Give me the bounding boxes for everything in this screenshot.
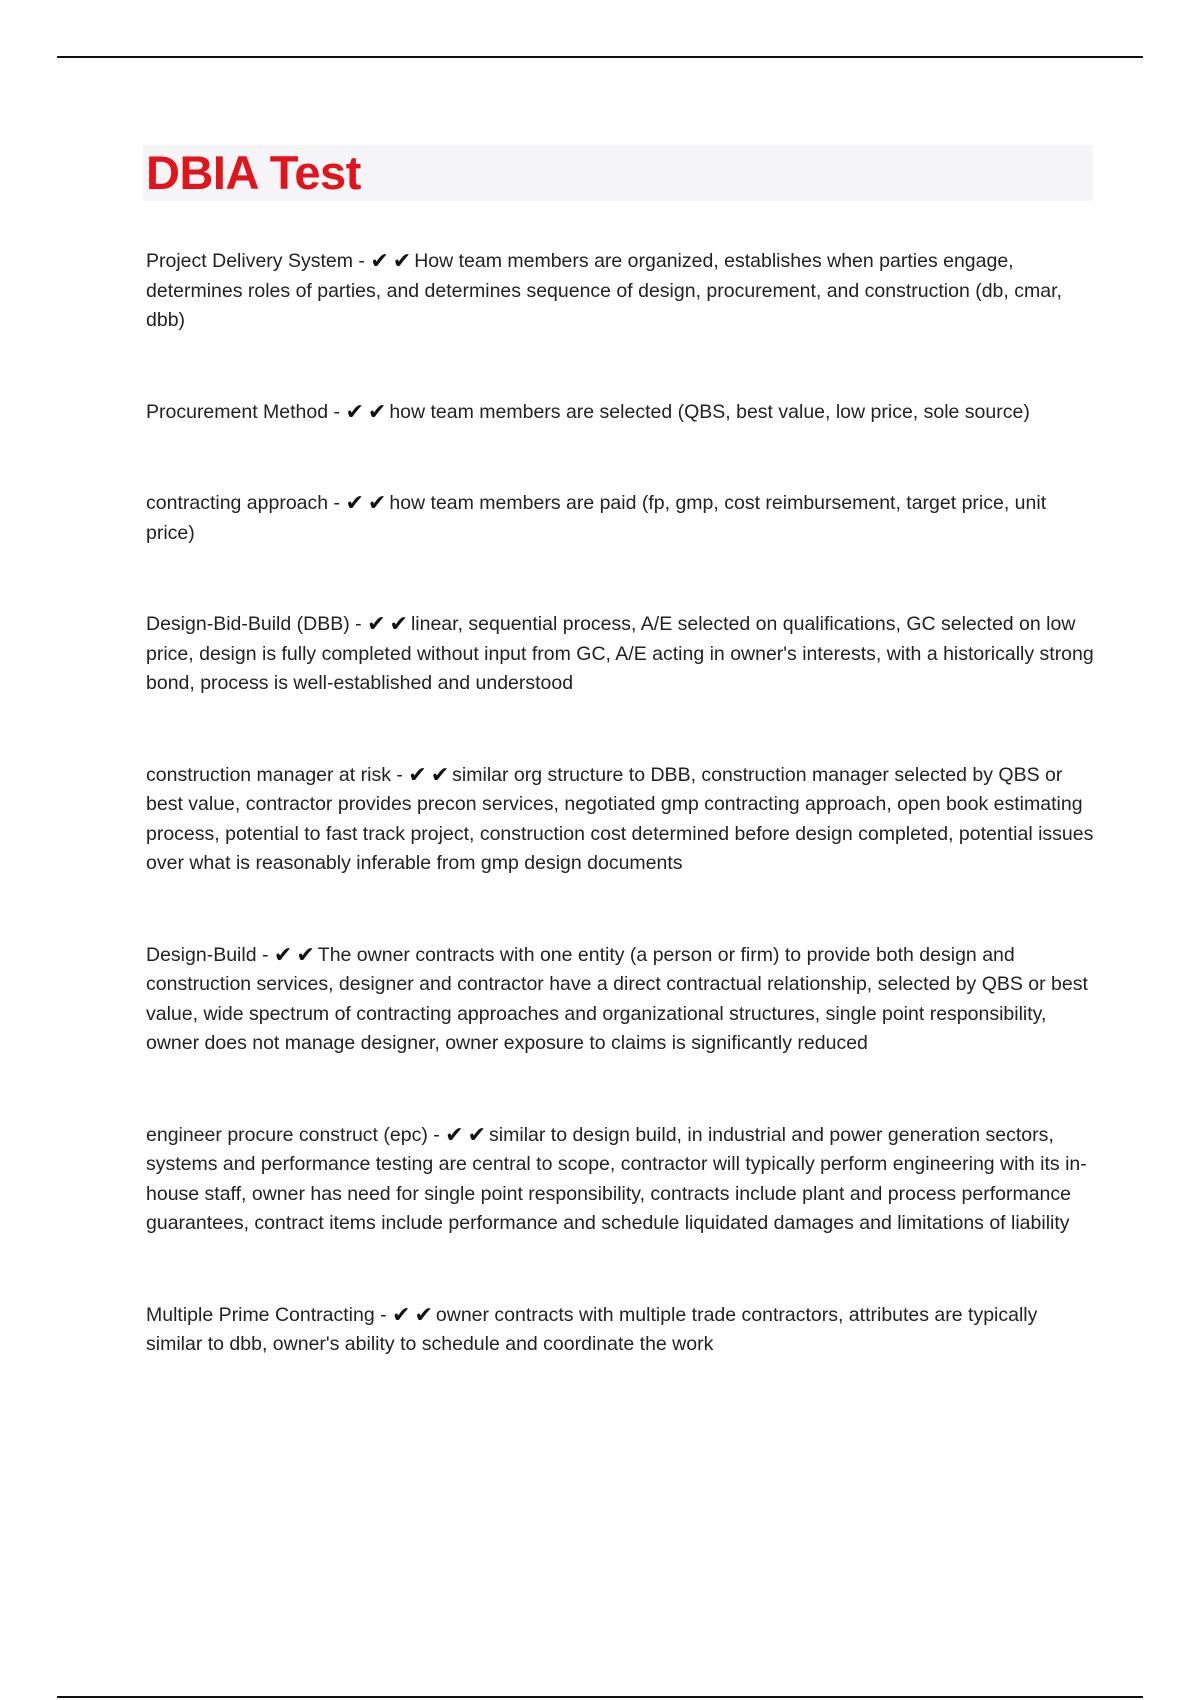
- entry-separator: -: [390, 763, 409, 786]
- entry-separator: -: [427, 1123, 446, 1146]
- document-title: DBIA Test: [146, 146, 361, 199]
- entry-design-bid-build: [146, 610, 1096, 699]
- check-icon: ✔: [467, 1122, 487, 1148]
- entry-separator: -: [328, 492, 346, 514]
- entry-term: Design-Build: [146, 943, 257, 966]
- entry-definition: similar org structure to DBB, construction manager selected by QBS or best value, contractor provides precon services, negotiated gmp contracting approach, open book estimating process, potential to fast track project, construction cost determined before design completed, potential issues over what is reasonably inferable from gmp design documents: [146, 763, 1094, 874]
- check-icon: ✔: [273, 942, 293, 968]
- check-icon: ✔: [370, 249, 389, 274]
- entry-term: Procurement Method: [146, 400, 329, 423]
- entry-term: Project Delivery System: [146, 250, 353, 272]
- entry-definition: How team members are organized, establishes when parties engage, determines roles of parties, and determines sequence of design, procurement, and construction (db, cmar, dbb): [146, 250, 1062, 331]
- check-icon: ✔: [367, 399, 387, 425]
- entry-design-build: [146, 941, 1096, 1059]
- top-rule: [57, 56, 1143, 58]
- entry-term: engineer procure construct (epc): [146, 1123, 428, 1146]
- entry-term: Design-Bid-Build (DBB): [146, 613, 350, 635]
- check-icon: ✔: [389, 612, 408, 637]
- entry-term: construction manager at risk: [146, 763, 391, 786]
- check-icon: ✔: [430, 762, 450, 788]
- entry-list: [146, 247, 1096, 1422]
- entry-definition: linear, sequential process, A/E selected on qualifications, GC selected on low price, design is fully completed without input from GC, A/E acting in owner's interests, with a historically strong bond, process is well-established and understood: [146, 613, 1094, 694]
- bottom-rule: [57, 1696, 1143, 1698]
- check-icon: ✔: [367, 612, 386, 637]
- check-icon: ✔: [392, 1302, 411, 1328]
- entry-separator: -: [352, 250, 371, 272]
- check-icon: ✔: [392, 249, 412, 274]
- entry-definition: owner contracts with multiple trade contractors, attributes are typically similar to dbb, owner's ability to schedule and coordinate the work: [146, 1303, 1038, 1355]
- check-icon: ✔: [367, 491, 387, 516]
- entry-contracting-approach: [146, 489, 1096, 548]
- entry-term: contracting approach: [146, 492, 329, 514]
- entry-separator: -: [256, 943, 274, 966]
- entry-definition: similar to design build, in industrial and power generation sectors, systems and performance testing are central to scope, contractor will typically perform engineering with its in-house staff, owner has need for single point responsibility, contracts include plant and process performance guarantees, contract items include performance and schedule liquidated damages and limitations of liability: [146, 1123, 1087, 1234]
- entry-procurement-method: [146, 398, 1096, 428]
- check-icon: ✔: [345, 399, 364, 425]
- entry-definition: how team members are selected (QBS, best value, low price, sole source): [389, 400, 1030, 423]
- entry-term: Multiple Prime Contracting: [146, 1303, 375, 1326]
- entry-definition: how team members are paid (fp, gmp, cost reimbursement, target price, unit price): [146, 492, 1047, 544]
- entry-construction-manager-at-risk: [146, 761, 1096, 879]
- entry-multiple-prime-contracting: [146, 1301, 1096, 1360]
- check-icon: ✔: [445, 1122, 464, 1148]
- entry-project-delivery-system: [146, 247, 1096, 336]
- entry-separator: -: [328, 400, 346, 423]
- entry-definition: The owner contracts with one entity (a person or firm) to provide both design and construction services, designer and contractor have a direct contractual relationship, selected by QBS or best value, wide spectrum of contracting approaches and organizational structures, single point responsibility, owner does not manage designer, owner exposure to claims is significantly reduced: [146, 943, 1088, 1054]
- entry-engineer-procure-construct: [146, 1121, 1096, 1239]
- check-icon: ✔: [414, 1302, 433, 1328]
- check-icon: ✔: [408, 762, 427, 788]
- check-icon: ✔: [345, 491, 364, 516]
- check-icon: ✔: [296, 942, 315, 968]
- entry-separator: -: [349, 613, 368, 635]
- entry-separator: -: [374, 1303, 393, 1326]
